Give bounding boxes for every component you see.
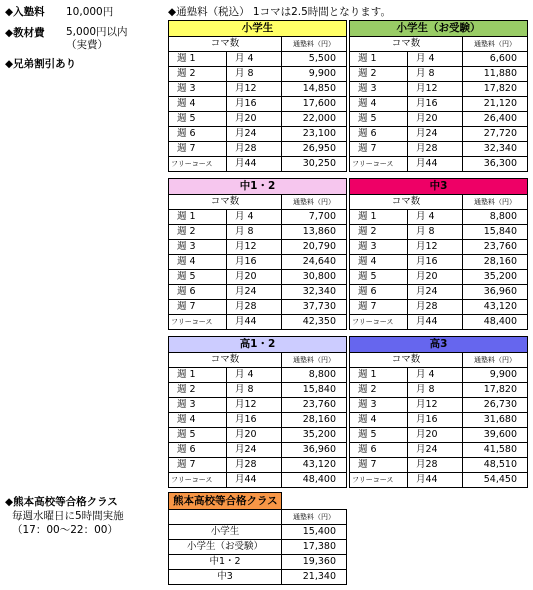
- monthly-count: 月 8: [408, 225, 463, 240]
- kumamoto-row-label: 小学生（お受験）: [169, 540, 282, 555]
- tuition-fee: 36,300: [463, 157, 528, 172]
- monthly-count: 月 4: [408, 52, 463, 67]
- weekly-count: 週 2: [169, 67, 227, 82]
- monthly-count: 月44: [227, 157, 282, 172]
- weekly-count: 週 5: [169, 112, 227, 127]
- monthly-count: 月44: [227, 315, 282, 330]
- tuition-fee: 9,900: [463, 368, 528, 383]
- tuition-fee: 14,850: [282, 82, 347, 97]
- tuition-fee: 11,880: [463, 67, 528, 82]
- tuition-row: [350, 315, 528, 330]
- tuition-row: [169, 240, 347, 255]
- monthly-count: 月16: [408, 413, 463, 428]
- monthly-count: 月20: [408, 112, 463, 127]
- weekly-count: 週 3: [350, 240, 408, 255]
- tuition-row: [169, 270, 347, 285]
- tuition-row: [169, 142, 347, 157]
- weekly-count: 週 7: [350, 300, 408, 315]
- kumamoto-row-fee: 21,340: [282, 570, 347, 585]
- weekly-count: 週 1: [169, 52, 227, 67]
- tuition-row: [350, 458, 528, 473]
- enrollment-fee-label: ◆入塾料: [5, 6, 45, 18]
- weekly-count: 週 3: [350, 398, 408, 413]
- weekly-count: 週 4: [169, 97, 227, 112]
- monthly-count: 月44: [408, 315, 463, 330]
- tuition-fee: 15,840: [463, 225, 528, 240]
- tuition-row: [350, 398, 528, 413]
- kumamoto-row-label: 小学生: [169, 525, 282, 540]
- weekly-count: 週 5: [350, 112, 408, 127]
- monthly-count: 月44: [227, 473, 282, 488]
- tuition-row: [169, 300, 347, 315]
- tuition-row: [169, 97, 347, 112]
- weekly-count: 週 1: [350, 210, 408, 225]
- weekly-count: 週 4: [350, 255, 408, 270]
- tuition-row: [350, 97, 528, 112]
- weekly-count: 週 1: [169, 210, 227, 225]
- tuition-row: [169, 315, 347, 330]
- tuition-fee: 6,600: [463, 52, 528, 67]
- monthly-count: 月28: [227, 458, 282, 473]
- tuition-row: [350, 443, 528, 458]
- monthly-count: 月28: [408, 458, 463, 473]
- monthly-count: 月 4: [227, 52, 282, 67]
- tuition-fee: 32,340: [282, 285, 347, 300]
- tuition-row: [350, 473, 528, 488]
- tuition-row: [350, 112, 528, 127]
- weekly-count: フリーコース: [169, 473, 227, 488]
- tuition-fee: 28,160: [463, 255, 528, 270]
- tuition-row: [169, 157, 347, 172]
- tuition-row: [169, 413, 347, 428]
- monthly-count: 月16: [227, 97, 282, 112]
- weekly-count: 週 4: [350, 413, 408, 428]
- tuition-fee: 8,800: [463, 210, 528, 225]
- kumamoto-row-fee: 15,400: [282, 525, 347, 540]
- tuition-fee: 37,730: [282, 300, 347, 315]
- monthly-count: 月 4: [408, 210, 463, 225]
- monthly-count: 月16: [408, 97, 463, 112]
- weekly-count: フリーコース: [350, 473, 408, 488]
- tuition-fee: 31,680: [463, 413, 528, 428]
- weekly-count: 週 1: [350, 368, 408, 383]
- tuition-row: [169, 112, 347, 127]
- tuition-row: [350, 67, 528, 82]
- tuition-row: [350, 225, 528, 240]
- tuition-table: [168, 178, 347, 330]
- tuition-fee: 17,820: [463, 82, 528, 97]
- monthly-count: 月12: [408, 240, 463, 255]
- weekly-count: 週 6: [350, 443, 408, 458]
- tuition-row: [350, 255, 528, 270]
- weekly-count: 週 7: [169, 300, 227, 315]
- tuition-row: [169, 428, 347, 443]
- kumamoto-schedule: 毎週水曜日に5時間実施: [12, 510, 124, 522]
- tuition-fee: 26,730: [463, 398, 528, 413]
- monthly-count: 月20: [227, 270, 282, 285]
- monthly-count: 月 8: [408, 67, 463, 82]
- weekly-count: フリーコース: [350, 157, 408, 172]
- weekly-count: 週 6: [169, 127, 227, 142]
- monthly-count: 月12: [227, 82, 282, 97]
- monthly-count: 月12: [227, 240, 282, 255]
- tuition-fee: 42,350: [282, 315, 347, 330]
- weekly-count: 週 4: [169, 255, 227, 270]
- koma-header: コマ数: [350, 195, 463, 210]
- koma-header: コマ数: [350, 353, 463, 368]
- monthly-count: 月24: [227, 127, 282, 142]
- monthly-count: 月24: [408, 285, 463, 300]
- tuition-fee: 32,340: [463, 142, 528, 157]
- tuition-row: [169, 285, 347, 300]
- tuition-table-title: 高3: [350, 337, 528, 353]
- monthly-count: 月24: [408, 443, 463, 458]
- weekly-count: 週 4: [169, 413, 227, 428]
- tuition-row: [350, 210, 528, 225]
- tuition-fee: 36,960: [463, 285, 528, 300]
- tuition-table: [349, 178, 528, 330]
- fee-header: 通塾料（円）: [463, 37, 528, 52]
- weekly-count: 週 5: [350, 270, 408, 285]
- tuition-fee: 13,860: [282, 225, 347, 240]
- materials-fee-label: ◆教材費: [5, 27, 45, 39]
- tuition-fee: 48,400: [282, 473, 347, 488]
- kumamoto-fee-header: 通塾料（円）: [282, 510, 347, 525]
- tuition-row: [350, 52, 528, 67]
- tuition-table-title: 小学生: [169, 21, 347, 37]
- tuition-row: [350, 285, 528, 300]
- tuition-row: [169, 255, 347, 270]
- kumamoto-row-fee: 17,380: [282, 540, 347, 555]
- monthly-count: 月20: [227, 112, 282, 127]
- tuition-fee: 8,800: [282, 368, 347, 383]
- monthly-count: 月12: [227, 398, 282, 413]
- weekly-count: 週 4: [350, 97, 408, 112]
- weekly-count: 週 6: [350, 285, 408, 300]
- tuition-fee: 23,760: [282, 398, 347, 413]
- tuition-fee: 43,120: [463, 300, 528, 315]
- monthly-count: 月 4: [408, 368, 463, 383]
- tuition-fee: 7,700: [282, 210, 347, 225]
- monthly-count: 月20: [408, 428, 463, 443]
- monthly-count: 月 8: [227, 225, 282, 240]
- tuition-table-title: 小学生（お受験）: [350, 21, 528, 37]
- weekly-count: 週 6: [169, 285, 227, 300]
- tuition-fee: 30,250: [282, 157, 347, 172]
- monthly-count: 月12: [408, 398, 463, 413]
- tuition-fee: 54,450: [463, 473, 528, 488]
- weekly-count: 週 5: [169, 270, 227, 285]
- weekly-count: 週 2: [350, 383, 408, 398]
- monthly-count: 月 8: [408, 383, 463, 398]
- tuition-fee: 36,960: [282, 443, 347, 458]
- kumamoto-row-label: 中1・2: [169, 555, 282, 570]
- kumamoto-side-title: ◆熊本高校等合格クラス: [5, 496, 118, 508]
- tuition-fee: 23,100: [282, 127, 347, 142]
- tuition-row: [169, 52, 347, 67]
- tuition-table: [349, 336, 528, 488]
- tuition-row: [350, 142, 528, 157]
- tuition-fee: 17,820: [463, 383, 528, 398]
- monthly-count: 月20: [408, 270, 463, 285]
- fee-header: 通塾料（円）: [282, 353, 347, 368]
- tuition-row: [350, 127, 528, 142]
- koma-header: コマ数: [169, 195, 282, 210]
- tuition-row: [350, 368, 528, 383]
- tuition-row: [350, 300, 528, 315]
- tuition-fee: 9,900: [282, 67, 347, 82]
- weekly-count: 週 7: [169, 142, 227, 157]
- tuition-row: [350, 270, 528, 285]
- tuition-row: [169, 82, 347, 97]
- weekly-count: 週 6: [350, 127, 408, 142]
- tuition-fee: 35,200: [282, 428, 347, 443]
- fee-header: 通塾料（円）: [463, 353, 528, 368]
- weekly-count: 週 7: [350, 458, 408, 473]
- tuition-row: [169, 383, 347, 398]
- monthly-count: 月16: [408, 255, 463, 270]
- tuition-row: [350, 428, 528, 443]
- materials-fee-value: 5,000円以内: [66, 26, 128, 38]
- tuition-fee: 5,500: [282, 52, 347, 67]
- kumamoto-hours: （17：00～22：00）: [12, 524, 118, 536]
- monthly-count: 月24: [227, 443, 282, 458]
- tuition-fee: 30,800: [282, 270, 347, 285]
- tuition-fee: 22,000: [282, 112, 347, 127]
- monthly-count: 月16: [227, 413, 282, 428]
- weekly-count: 週 2: [169, 225, 227, 240]
- monthly-count: 月28: [408, 142, 463, 157]
- weekly-count: 週 3: [350, 82, 408, 97]
- tuition-row: [169, 210, 347, 225]
- tuition-fee: 17,600: [282, 97, 347, 112]
- weekly-count: 週 2: [169, 383, 227, 398]
- tuition-fee: 26,400: [463, 112, 528, 127]
- weekly-count: 週 3: [169, 82, 227, 97]
- tuition-row: [169, 127, 347, 142]
- monthly-count: 月44: [408, 473, 463, 488]
- tuition-fee: 35,200: [463, 270, 528, 285]
- fee-header: 通塾料（円）: [282, 37, 347, 52]
- tuition-row: [350, 82, 528, 97]
- tuition-row: [350, 157, 528, 172]
- weekly-count: 週 7: [350, 142, 408, 157]
- monthly-count: 月 4: [227, 210, 282, 225]
- weekly-count: 週 3: [169, 398, 227, 413]
- fee-header: 通塾料（円）: [282, 195, 347, 210]
- koma-header: コマ数: [169, 37, 282, 52]
- tuition-fee: 48,510: [463, 458, 528, 473]
- monthly-count: 月24: [408, 127, 463, 142]
- monthly-count: 月28: [408, 300, 463, 315]
- kumamoto-row-fee: 19,360: [282, 555, 347, 570]
- monthly-count: 月20: [227, 428, 282, 443]
- monthly-count: 月24: [227, 285, 282, 300]
- tuition-fee: 24,640: [282, 255, 347, 270]
- tuition-fee: 27,720: [463, 127, 528, 142]
- tuition-row: [169, 225, 347, 240]
- sibling-discount: ◆兄弟割引あり: [5, 58, 77, 70]
- tuition-fee: 26,950: [282, 142, 347, 157]
- tuition-row: [350, 240, 528, 255]
- monthly-count: 月 8: [227, 67, 282, 82]
- weekly-count: フリーコース: [169, 157, 227, 172]
- tuition-row: [169, 473, 347, 488]
- tuition-fee: 20,790: [282, 240, 347, 255]
- materials-fee-note: （実費）: [66, 39, 108, 51]
- tuition-fee: 21,120: [463, 97, 528, 112]
- monthly-count: 月28: [227, 300, 282, 315]
- weekly-count: 週 1: [350, 52, 408, 67]
- tuition-row: [169, 368, 347, 383]
- monthly-count: 月28: [227, 142, 282, 157]
- koma-header: コマ数: [350, 37, 463, 52]
- koma-header: コマ数: [169, 353, 282, 368]
- monthly-count: 月 8: [227, 383, 282, 398]
- weekly-count: 週 6: [169, 443, 227, 458]
- tuition-fee: 48,400: [463, 315, 528, 330]
- weekly-count: フリーコース: [350, 315, 408, 330]
- tuition-table-title: 中3: [350, 179, 528, 195]
- weekly-count: フリーコース: [169, 315, 227, 330]
- weekly-count: 週 2: [350, 225, 408, 240]
- tuition-table: [168, 336, 347, 488]
- weekly-count: 週 5: [350, 428, 408, 443]
- tuition-intro: ◆通塾料（税込） 1コマは2.5時間となります。: [168, 6, 391, 18]
- enrollment-fee-value: 10,000円: [66, 6, 114, 18]
- tuition-row: [169, 67, 347, 82]
- monthly-count: 月16: [227, 255, 282, 270]
- tuition-row: [350, 383, 528, 398]
- tuition-row: [169, 443, 347, 458]
- tuition-table-title: 中1・2: [169, 179, 347, 195]
- tuition-fee: 41,580: [463, 443, 528, 458]
- tuition-table-title: 高1・2: [169, 337, 347, 353]
- tuition-fee: 23,760: [463, 240, 528, 255]
- monthly-count: 月 4: [227, 368, 282, 383]
- tuition-row: [169, 398, 347, 413]
- tuition-row: [350, 413, 528, 428]
- weekly-count: 週 3: [169, 240, 227, 255]
- kumamoto-row-label: 中3: [169, 570, 282, 585]
- tuition-fee: 28,160: [282, 413, 347, 428]
- weekly-count: 週 2: [350, 67, 408, 82]
- tuition-fee: 39,600: [463, 428, 528, 443]
- kumamoto-table-title: 熊本高校等合格クラス: [169, 493, 282, 510]
- monthly-count: 月12: [408, 82, 463, 97]
- weekly-count: 週 1: [169, 368, 227, 383]
- weekly-count: 週 7: [169, 458, 227, 473]
- tuition-row: [169, 458, 347, 473]
- tuition-fee: 15,840: [282, 383, 347, 398]
- tuition-table: [349, 20, 528, 172]
- kumamoto-fee-table: [168, 492, 347, 585]
- fee-header: 通塾料（円）: [463, 195, 528, 210]
- tuition-fee: 43,120: [282, 458, 347, 473]
- weekly-count: 週 5: [169, 428, 227, 443]
- monthly-count: 月44: [408, 157, 463, 172]
- tuition-table: [168, 20, 347, 172]
